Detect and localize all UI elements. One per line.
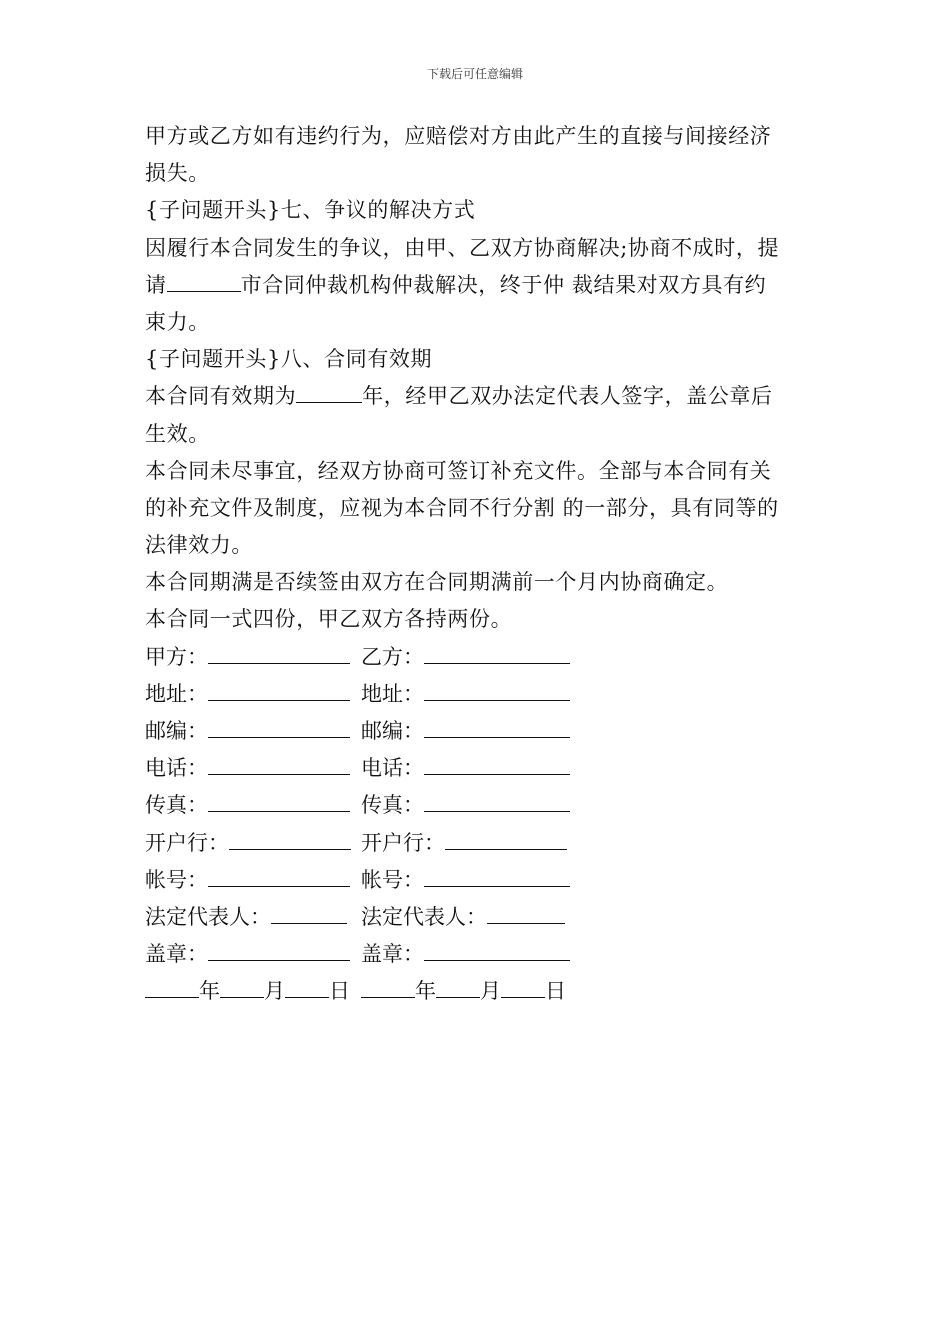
- account-a-blank: [208, 866, 350, 887]
- bank-a-label: 开户行：: [145, 830, 229, 855]
- signature-row-bank: [145, 825, 810, 862]
- paragraph-breach-line-2: 损失。: [145, 161, 210, 186]
- validity-suffix: 年，经甲乙双办法定代表人签字，盖公章后: [362, 384, 773, 409]
- postcode-a-blank: [208, 717, 350, 738]
- month-b-label: 月: [480, 979, 501, 1004]
- party-a-blank: [208, 643, 350, 664]
- fax-b-label: 传真：: [361, 793, 424, 818]
- seal-a-label: 盖章：: [145, 942, 208, 967]
- arbitration-city-blank: [167, 271, 241, 292]
- signature-row-date: [145, 973, 810, 1010]
- signature-row-party: [145, 639, 810, 676]
- signature-row-seal: [145, 936, 810, 973]
- phone-a-blank: [208, 754, 350, 775]
- address-a-blank: [208, 680, 350, 701]
- party-b-label: 乙方：: [361, 644, 424, 669]
- paragraph-dispute-line-2: [145, 267, 810, 304]
- party-a-label: 甲方：: [145, 644, 208, 669]
- phone-b-blank: [424, 754, 570, 775]
- postcode-b-blank: [424, 717, 570, 738]
- seal-b-blank: [424, 940, 570, 961]
- dispute-prefix: 请: [145, 272, 167, 297]
- account-a-label: 帐号：: [145, 867, 208, 892]
- paragraph-breach-line-1: 甲方或乙方如有违约行为，应赔偿对方由此产生的直接与间接经济: [145, 124, 772, 148]
- fax-a-blank: [208, 791, 350, 812]
- signature-row-fax: [145, 787, 810, 824]
- year-b-label: 年: [415, 979, 436, 1004]
- phone-b-label: 电话：: [361, 756, 424, 781]
- contract-body: [145, 118, 810, 1011]
- party-b-blank: [424, 643, 570, 664]
- address-b-label: 地址：: [361, 681, 424, 706]
- postcode-b-label: 邮编：: [361, 719, 424, 743]
- representative-b-label: 法定代表人：: [361, 904, 487, 929]
- postcode-a-label: 邮编：: [145, 719, 208, 743]
- bank-b-blank: [445, 829, 567, 850]
- representative-b-blank: [487, 903, 565, 924]
- month-a-label: 月: [264, 979, 285, 1004]
- day-b-blank: [501, 977, 545, 998]
- section-heading-validity: {子问题开头}八、合同有效期: [145, 347, 433, 372]
- paragraph-dispute-line-1: 因履行本合同发生的争议，由甲、乙双方协商解决;协商不成时，提: [145, 235, 780, 260]
- section-heading-dispute: {子问题开头}七、争议的解决方式: [145, 198, 476, 223]
- phone-a-label: 电话：: [145, 756, 208, 781]
- seal-a-blank: [208, 940, 350, 961]
- fax-a-label: 传真：: [145, 793, 208, 818]
- paragraph-supplement-line-3: 法律效力。: [145, 533, 253, 558]
- day-a-label: 日: [329, 979, 350, 1004]
- signature-row-representative: [145, 899, 810, 936]
- account-b-label: 帐号：: [361, 867, 424, 892]
- signature-row-account: [145, 862, 810, 899]
- bank-a-blank: [229, 829, 351, 850]
- validity-prefix: 本合同有效期为: [145, 384, 297, 409]
- paragraph-supplement-line-2: 的补充文件及制度，应视为本合同不行分割 的一部分，具有同等的: [145, 495, 779, 520]
- representative-a-label: 法定代表人：: [145, 904, 271, 929]
- signature-row-postcode: [145, 713, 810, 750]
- signature-row-address: [145, 676, 810, 713]
- month-a-blank: [220, 977, 264, 998]
- account-b-blank: [424, 866, 570, 887]
- year-a-blank: [145, 977, 199, 998]
- year-a-label: 年: [199, 979, 220, 1004]
- validity-years-blank: [296, 382, 362, 403]
- paragraph-validity-line-2: 生效。: [145, 421, 210, 446]
- address-b-blank: [424, 680, 570, 701]
- page-header: 下载后可任意编辑: [426, 67, 523, 81]
- paragraph-dispute-line-3: 束力。: [145, 309, 210, 334]
- paragraph-validity-line-1: [145, 378, 810, 415]
- paragraph-supplement-line-1: 本合同未尽事宜，经双方协商可签订补充文件。全部与本合同有关: [145, 458, 772, 483]
- month-b-blank: [436, 977, 480, 998]
- representative-a-blank: [271, 903, 347, 924]
- seal-b-label: 盖章：: [361, 942, 424, 967]
- day-a-blank: [285, 977, 329, 998]
- fax-b-blank: [424, 791, 570, 812]
- address-a-label: 地址：: [145, 681, 208, 706]
- signature-row-phone: [145, 750, 810, 787]
- paragraph-renewal: 本合同期满是否续签由双方在合同期满前一个月内协商确定。: [145, 570, 729, 595]
- day-b-label: 日: [545, 979, 566, 1004]
- dispute-suffix: 市合同仲裁机构仲裁解决，终于仲 裁结果对双方具有约: [240, 272, 767, 297]
- bank-b-label: 开户行：: [361, 830, 445, 855]
- year-b-blank: [361, 977, 415, 998]
- paragraph-copies: 本合同一式四份，甲乙双方各持两份。: [145, 607, 513, 632]
